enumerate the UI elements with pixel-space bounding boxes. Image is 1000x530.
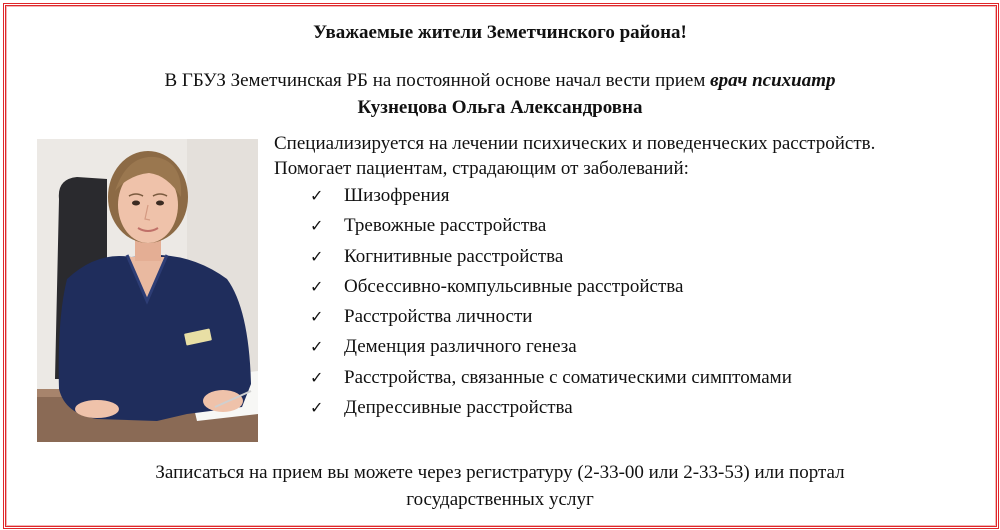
checkmark-icon: ✓: [310, 216, 324, 236]
condition-label: Шизофрения: [344, 185, 450, 206]
list-item: [274, 363, 914, 393]
condition-label: Обсессивно-компульсивные расстройства: [344, 275, 684, 297]
list-item: [274, 211, 914, 241]
specialization-block: [274, 131, 914, 423]
list-item: [274, 393, 914, 423]
condition-label: Деменция различного генеза: [344, 336, 577, 358]
list-item: [274, 242, 914, 272]
checkmark-icon: ✓: [310, 398, 324, 418]
appointment-info: [0, 459, 1000, 513]
doctor-position: врач психиатр: [710, 70, 836, 91]
helps-text: Помогает пациентам, страдающим от заболеваний:: [274, 158, 689, 179]
appointment-line-2: государственных услуг: [406, 489, 594, 510]
checkmark-icon: ✓: [310, 246, 324, 266]
intro-block: [0, 67, 1000, 121]
announcement-heading: Уважаемые жители Земетчинского района!: [313, 22, 687, 43]
checkmark-icon: ✓: [310, 367, 324, 387]
list-item: [274, 181, 914, 211]
condition-label: Расстройства личности: [344, 306, 533, 328]
list-item: [274, 272, 914, 302]
condition-label: Расстройства, связанные с соматическими симптомами: [344, 366, 792, 388]
conditions-list: [274, 181, 914, 423]
intro-text: В ГБУЗ Земетчинская РБ на постоянной основе начал вести прием: [164, 70, 706, 91]
list-item: [274, 302, 914, 332]
appointment-line-1: Записаться на прием вы можете через регистратуру (2-33-00 или 2-33-53) или портал: [155, 462, 845, 483]
condition-label: Депрессивные расстройства: [344, 397, 573, 419]
checkmark-icon: ✓: [310, 337, 324, 357]
checkmark-icon: ✓: [310, 276, 324, 296]
condition-label: Тревожные расстройства: [344, 215, 547, 237]
doctor-name: Кузнецова Ольга Александровна: [357, 97, 643, 118]
checkmark-icon: ✓: [310, 307, 324, 327]
condition-label: Когнитивные расстройства: [344, 245, 564, 267]
list-item: [274, 332, 914, 362]
specialization-text: Специализируется на лечении психических и поведенческих расстройств.: [274, 133, 876, 154]
doctor-photo: [37, 139, 258, 442]
checkmark-icon: ✓: [310, 186, 324, 205]
